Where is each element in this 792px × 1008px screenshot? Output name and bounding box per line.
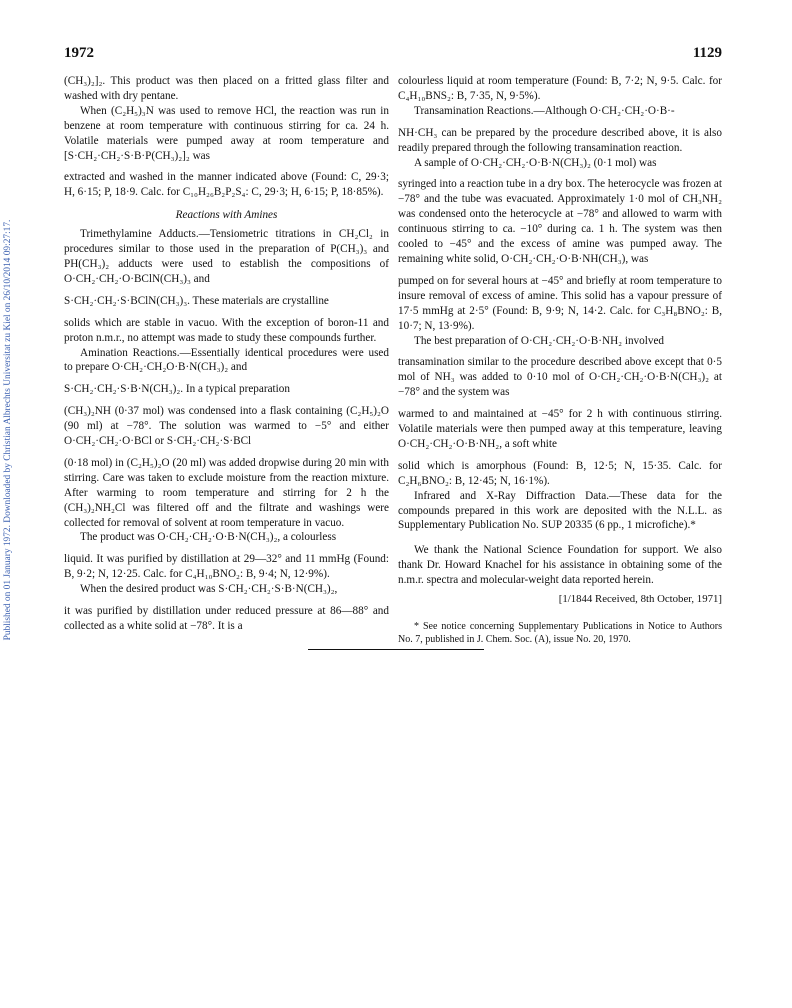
end-rule — [308, 649, 484, 650]
paragraph: it was purified by distillation under reduced pressure at 86—88° and collected as a white solid at −78°. It is a — [64, 605, 389, 632]
ring-bond-space — [64, 309, 389, 316]
paragraph: solids which are stable in vacuo. With the exception of boron-11 and proton n.m.r., no attempt was made to study these compounds further. — [64, 316, 389, 344]
received-date: [1/1844 Received, 8th October, 1971] — [558, 593, 722, 606]
paragraph: (CH₃)₂NH (0·37 mol) was condensed into a flask containing (C₂H₅)₂O (90 ml) at −78°. The solution was warmed to −5° and either O·CH₂·CH₂·O·BCl or S·CH₂·CH₂·S·BCl — [64, 405, 389, 448]
left-column — [64, 74, 389, 634]
paragraph: extracted and washed in the manner indicated above (Found: C, 29·3; H, 6·15; P, 18·9. Calc. for C₁₀H₂₆B₂P₂S₄: C, 29·3; H, 6·15; P, 18·85%). — [64, 171, 389, 199]
paragraph: solid which is amorphous (Found: B, 12·5; N, 15·35. Calc. for C₂H₆BNO₂: B, 12·45; N, 16·1%). — [398, 459, 722, 487]
watermark-text: Published on 01 January 1972. Downloaded by Christian Albrechts Universitat zu Kiel on 26/10/2014 09:27:17. — [3, 219, 13, 641]
download-watermark — [2, 100, 14, 760]
paragraph: When (C₂H₅)₃N was used to remove HCl, the reaction was run in benzene at room temperature with continuous stirring for ca. 24 h. Volatile materials were pumped away at room temperature and [S·CH₂·CH₂·S·B·P(CH₃)₂]₂ was — [64, 104, 389, 162]
paragraph: S·CH₂·CH₂·S·BClN(CH₃)₃. These materials are crystalline — [64, 294, 329, 307]
section-heading: Reactions with Amines — [175, 209, 278, 222]
ring-bond-space — [398, 400, 722, 407]
paragraph: NH·CH₃ can be prepared by the procedure described above, it is also readily prepared through the following transamination reaction. — [398, 126, 722, 154]
paragraph: Transamination Reactions.—Although O·CH₂·CH₂·O·B·- — [414, 104, 675, 117]
right-column — [398, 74, 722, 646]
ring-bond-space — [64, 375, 389, 382]
paragraph: pumped on for several hours at −45° and briefly at room temperature to insure removal of excess of amine. This solid has a vapour pressure of 17·5 mmHg at 2·5° (Found: B, 9·9; N, 14·2. Calc. for C₃H₈BNO₂: B, 10·7; N, 13·9%). — [398, 274, 722, 332]
ring-bond-space — [398, 119, 722, 126]
paragraph: The best preparation of O·CH₂·CH₂·O·B·NH₂ involved — [414, 334, 664, 347]
paragraph: (CH₃)₂]₂. This product was then placed on a fritted glass filter and washed with dry pentane. — [64, 75, 389, 102]
ring-bond-space — [64, 449, 389, 456]
ring-bond-space — [64, 287, 389, 294]
acknowledgements: We thank the National Science Foundation for support. We also thank Dr. Howard Knachel for his assistance in obtaining some of the n.m.r. spectra and molecular-weight data reported herein. — [398, 544, 722, 587]
ring-bond-space — [64, 597, 389, 604]
ring-bond-space — [64, 545, 389, 552]
paragraph: Trimethylamine Adducts.—Tensiometric titrations in CH₂Cl₂ in procedures similar to those used in the preparation of P(CH₃)₃ and PH(CH₃)₂ adducts were used to establish the compositions of O·CH₂·CH₂·O·BClN(CH₃)₃ and — [64, 228, 389, 285]
paragraph: Infrared and X-Ray Diffraction Data.—These data for the compounds prepared in this work are deposited with the N.L.L. as Supplementary Publication No. SUP 20335 (6 pp., 1 microfiche).* — [398, 489, 722, 532]
paragraph: (0·18 mol) in (C₂H₅)₂O (20 ml) was added dropwise during 20 min with stirring. Care was taken to exclude moisture from the reaction mixture. After warming to room temperature and stirring for 2 h the (CH₃)₂NH₂Cl was filtered off and the filtrate and washings were collected for removal of solvent at room temperature in vacuo. — [64, 456, 389, 529]
footnote: * See notice concerning Supplementary Publications in Notice to Authors No. 7, published in J. Chem. Soc. (A), issue No. 20, 1970. — [398, 621, 722, 645]
ring-bond-space — [64, 163, 389, 170]
ring-bond-space — [398, 267, 722, 274]
ring-bond-space — [398, 170, 722, 177]
paragraph: warmed to and maintained at −45° for 2 h with continuous stirring. Volatile materials were then pumped away at this temperature, leaving O·CH₂·CH₂·O·B·NH₂, a soft white — [398, 408, 722, 450]
paragraph: colourless liquid at room temperature (Found: B, 7·2; N, 9·5. Calc. for C₄H₁₀BNS₂: B, 7·35, N, 9·5%). — [398, 75, 722, 102]
page-number: 1129 — [692, 45, 722, 61]
ring-bond-space — [64, 397, 389, 404]
year-header: 1972 — [64, 45, 94, 61]
paragraph: S·CH₂·CH₂·S·B·N(CH₃)₂. In a typical preparation — [64, 383, 290, 396]
paragraph: liquid. It was purified by distillation at 29—32° and 11 mmHg (Found: B, 9·2; N, 12·25. Calc. for C₄H₁₀BNO₂: B, 9·4; N, 12·9%). — [64, 553, 389, 581]
paragraph: transamination similar to the procedure described above except that 0·5 mol of NH₃ was added to 0·10 mol of O·CH₂·CH₂·O·B·N(CH₃)₂ at −78° and the system was — [398, 356, 722, 399]
paragraph: When the desired product was S·CH₂·CH₂·S·B·N(CH₃)₂, — [80, 583, 338, 596]
paragraph: syringed into a reaction tube in a dry box. The heterocycle was frozen at −78° and the tube was evacuated. Approximately 1·0 mol of CH₃NH₂ was condensed onto the heterocycle at −78° and allowed to warm with continuous stirring to ca. −10° during ca. 1 h. The system was then cooled to −45° and the excess of amine was pumped away. The remaining white solid, O·CH₂·CH₂·O·B·NH(CH₃), was — [398, 178, 722, 265]
paragraph: Amination Reactions.—Essentially identical procedures were used to prepare O·CH₂·CH₂O·B·N(CH₃)₂ and — [64, 346, 389, 374]
paragraph: A sample of O·CH₂·CH₂·O·B·N(CH₃)₂ (0·1 mol) was — [414, 156, 657, 169]
paragraph: The product was O·CH₂·CH₂·O·B·N(CH₃)₂, a colourless — [80, 531, 337, 544]
ring-bond-space — [398, 452, 722, 459]
ring-bond-space — [398, 348, 722, 355]
